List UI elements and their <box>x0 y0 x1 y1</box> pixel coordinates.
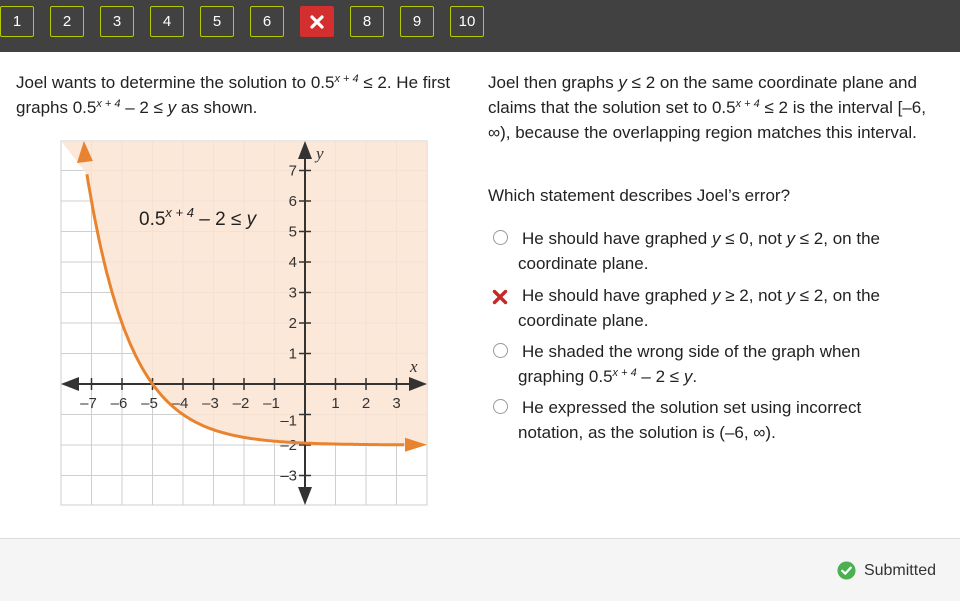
y-tick-label: –1 <box>280 412 297 430</box>
radio-button[interactable] <box>493 343 508 358</box>
answer-choice-2[interactable] <box>488 283 928 333</box>
submission-status <box>837 561 936 580</box>
choice-text: He shaded the wrong side of the graph when graphing $0.5^{x + 4} - 2 \le y$. <box>518 342 861 386</box>
y-tick-label: 4 <box>288 254 297 271</box>
question-text: Which statement describes Joel’s error? <box>488 186 791 205</box>
incorrect-x-icon <box>492 289 508 305</box>
question-3-button[interactable]: 3 <box>100 6 134 37</box>
question-8-button[interactable]: 8 <box>350 6 384 37</box>
question-7-button[interactable] <box>300 6 334 37</box>
choice-text: He expressed the solution set using incorrect notation, as the solution is (–6, ∞). <box>518 398 862 442</box>
x-tick-label: 3 <box>392 395 401 412</box>
y-axis-label: y <box>316 144 324 163</box>
choice-text: He should have graphed y ≥ 2, not y ≤ 2, on the coordinate plane. <box>518 286 880 330</box>
question-9-button[interactable]: 9 <box>400 6 434 37</box>
x-tick-label: 2 <box>361 395 371 412</box>
question-10-button[interactable]: 10 <box>450 6 484 37</box>
x-tick-label: –5 <box>141 395 158 412</box>
answer-choice-3[interactable] <box>488 339 928 389</box>
prompt-paragraph-1: Joel wants to determine the solution to $0.5^{x + 4} \le 2$. He first graphs $0.5^{x + 4} - 2 \le y$ as shown. <box>16 73 451 117</box>
x-tick-label: 1 <box>331 395 340 412</box>
y-tick-label: 2 <box>288 315 297 332</box>
radio-button[interactable] <box>493 399 508 414</box>
choice-text: He should have graphed y ≤ 0, not y ≤ 2, on the coordinate plane. <box>518 229 880 273</box>
status-label: Submitted <box>863 561 936 579</box>
y-tick-label: 3 <box>288 284 297 302</box>
x-tick-label: –7 <box>80 395 97 412</box>
footer-bar <box>0 538 960 601</box>
answer-choice-1[interactable] <box>488 226 928 276</box>
y-tick-label: 7 <box>288 162 297 180</box>
question-6-button[interactable]: 6 <box>250 6 284 37</box>
radio-button[interactable] <box>493 230 508 245</box>
y-tick-label: 6 <box>288 193 297 210</box>
question-1-button[interactable]: 1 <box>0 6 34 37</box>
question-4-button[interactable]: 4 <box>150 6 184 37</box>
check-circle-icon <box>837 561 856 580</box>
inequality-label: $0.5^{x + 4} - 2 \le y$ <box>139 205 257 230</box>
x-axis-label: x <box>410 357 418 376</box>
prompt-paragraph-2: Joel then graphs y ≤ 2 on the same coordinate plane and claims that the solution set to $0.5^{x + 4} \le 2$ is the interval [–6, ∞), because the overlapping region matches this interval. <box>488 73 926 142</box>
x-tick-label: –2 <box>232 395 250 412</box>
x-tick-label: –1 <box>263 395 280 412</box>
x-tick-label: –4 <box>171 395 189 412</box>
x-tick-label: –3 <box>202 395 219 412</box>
coordinate-graph <box>56 136 436 516</box>
y-tick-label: 1 <box>288 345 297 363</box>
answer-choice-4[interactable] <box>488 395 928 445</box>
y-tick-label: –2 <box>280 437 297 454</box>
question-5-button[interactable]: 5 <box>200 6 234 37</box>
close-icon <box>309 14 325 30</box>
y-tick-label: 5 <box>288 223 297 241</box>
question-2-button[interactable]: 2 <box>50 6 84 37</box>
y-tick-label: –3 <box>280 467 297 485</box>
x-tick-label: –6 <box>110 395 128 412</box>
question-nav-bar <box>0 0 960 52</box>
